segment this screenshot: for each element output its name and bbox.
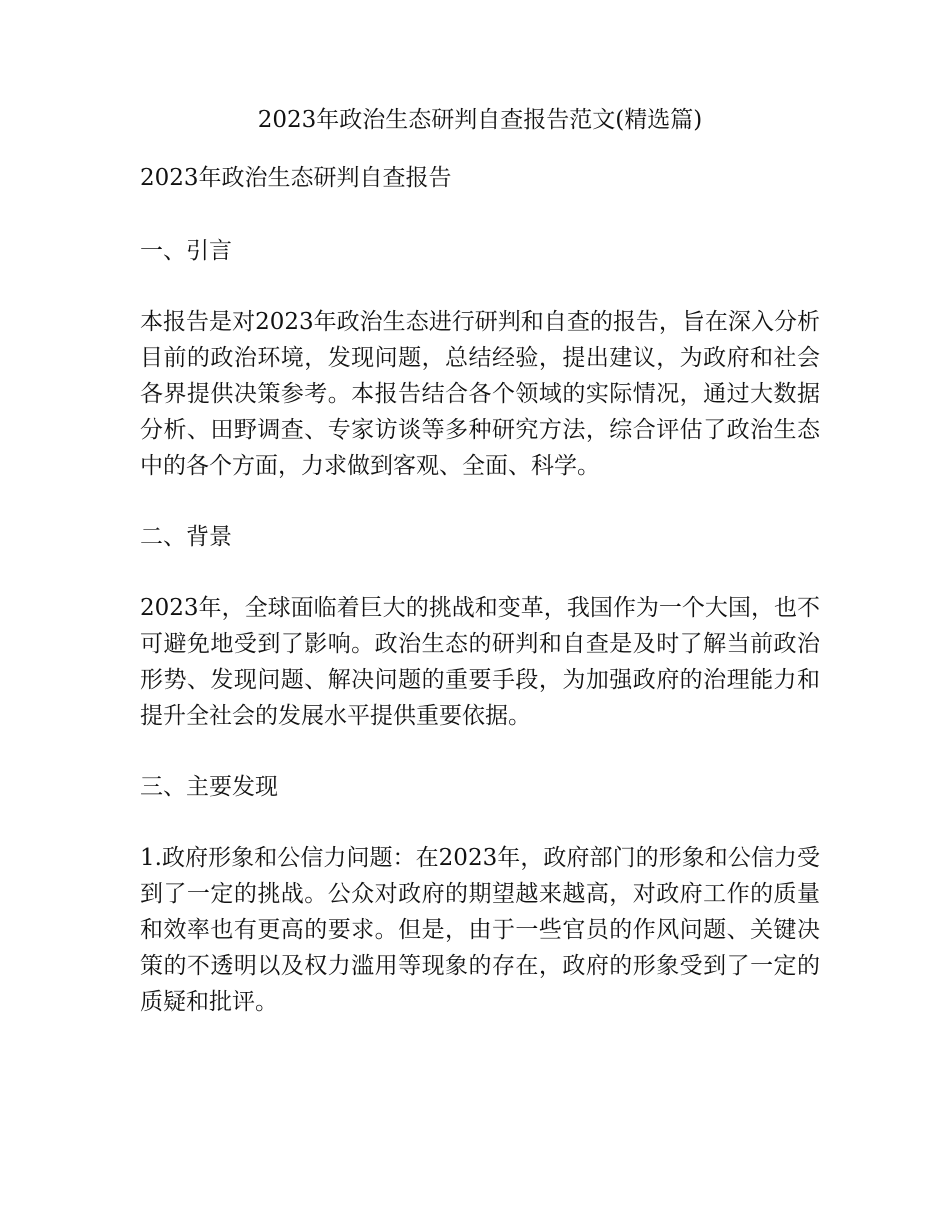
section-heading-introduction: 一、引言 (140, 238, 232, 264)
section-heading-findings: 三、主要发现 (140, 774, 278, 800)
section-paragraph-introduction: 本报告是对2023年政治生态进行研判和自查的报告，旨在深入分析目前的政治环境，发现问题，总结经验，提出建议，为政府和社会各界提供决策参考。本报告结合各个领域的实际情况，通过大数据分析、田野调查、专家访谈等多种研究方法，综合评估了政治生态中的各个方面，力求做到客观、全面、科学。 (140, 309, 820, 479)
document-title: 2023年政治生态研判自查报告范文(精选篇) (257, 107, 703, 133)
section-paragraph-findings: 1.政府形象和公信力问题：在2023年，政府部门的形象和公信力受到了一定的挑战。公众对政府的期望越来越高，对政府工作的质量和效率也有更高的要求。但是，由于一些官员的作风问题、关键决策的不透明以及权力滥用等现象的存在，政府的形象受到了一定的质疑和批评。 (140, 845, 820, 1015)
section-paragraph-background: 2023年，全球面临着巨大的挑战和变革，我国作为一个大国，也不可避免地受到了影响。政治生态的研判和自查是及时了解当前政治形势、发现问题、解决问题的重要手段，为加强政府的治理能力和提升全社会的发展水平提供重要依据。 (140, 595, 820, 729)
document-subtitle: 2023年政治生态研判自查报告 (140, 165, 452, 191)
section-heading-background: 二、背景 (140, 524, 232, 550)
document-body (140, 100, 820, 1053)
